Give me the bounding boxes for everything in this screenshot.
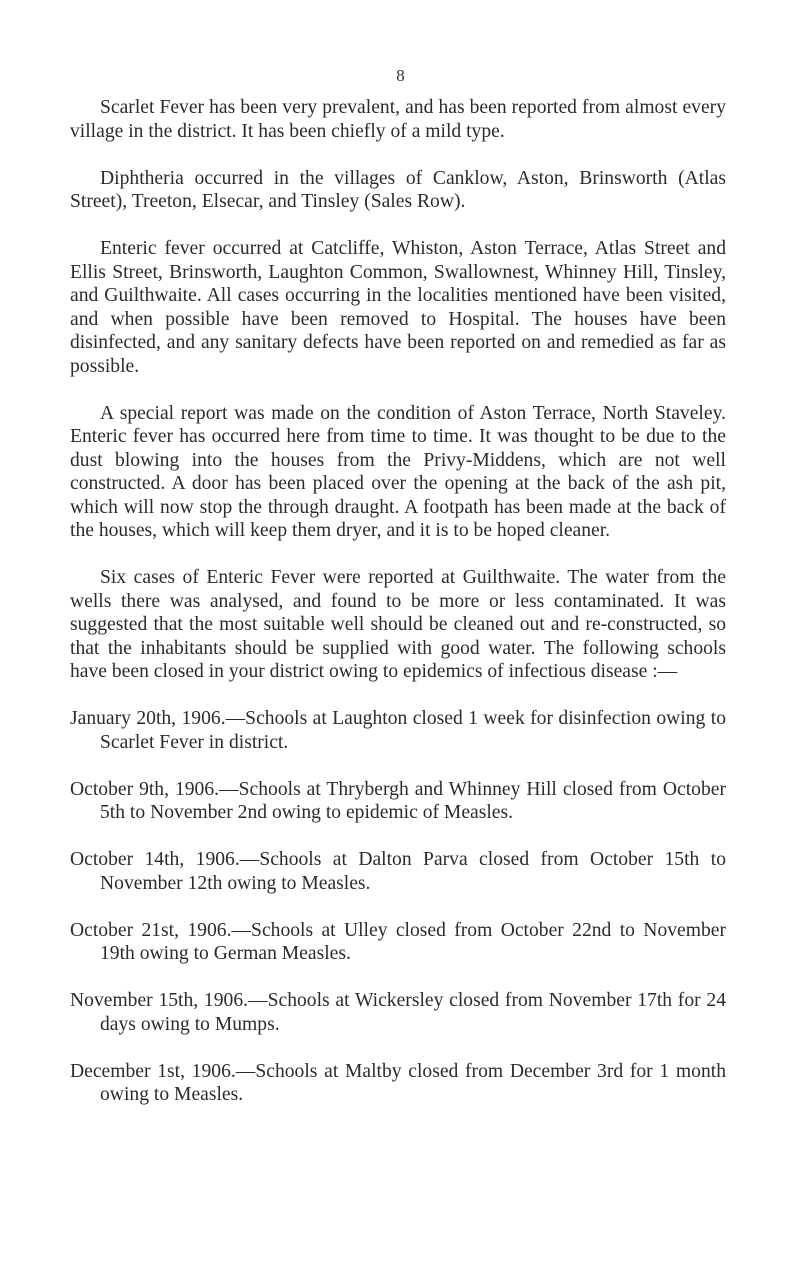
closure-entry-ulley: October 21st, 1906.—Schools at Ulley closed from October 22nd to November 19th owing to German Measles.	[70, 919, 726, 964]
closure-entry-thrybergh: October 9th, 1906.—Schools at Thrybergh and Whinney Hill closed from October 5th to November 2nd owing to epidemic of Measles.	[70, 778, 726, 823]
report-body	[70, 96, 726, 1130]
paragraph-scarlet-fever: Scarlet Fever has been very prevalent, and has been reported from almost every village in the district. It has been chiefly of a mild type.	[70, 97, 726, 142]
closure-entry-wickersley: November 15th, 1906.—Schools at Wickersley closed from November 17th for 24 days owing to Mumps.	[70, 990, 726, 1035]
paragraph-diphtheria: Diphtheria occurred in the villages of Canklow, Aston, Brinsworth (Atlas Street), Treeton, Elsecar, and Tinsley (Sales Row).	[70, 167, 726, 212]
closure-entry-laughton: January 20th, 1906.—Schools at Laughton closed 1 week for disinfection owing to Scarlet Fever in district.	[70, 708, 726, 753]
paragraph-enteric-fever: Enteric fever occurred at Catcliffe, Whiston, Aston Terrace, Atlas Street and Ellis Street, Brinsworth, Laughton Common, Swallownest, Whinney Hill, Tinsley, and Guilthwaite. All cases occurring in the localities mentioned have been visited, and when possible have been removed to Hospital. The houses have been disinfected, and any sanitary defects have been reported on and remedied as far as possible.	[70, 238, 726, 377]
closure-entry-dalton-parva: October 14th, 1906.—Schools at Dalton Parva closed from October 15th to November 12th owing to Measles.	[70, 849, 726, 894]
paragraph-aston-terrace-report: A special report was made on the condition of Aston Terrace, North Staveley. Enteric fever has occurred here from time to time. It was thought to be due to the dust blowing into the houses from the Privy-Middens, which are not well constructed. A door has been placed over the opening at the back of the ash pit, which will now stop the through draught. A footpath has been made at the back of the houses, which will keep them dryer, and it is to be hoped cleaner.	[70, 402, 726, 541]
page-number: 8	[396, 66, 405, 85]
closure-entry-maltby: December 1st, 1906.—Schools at Maltby closed from December 3rd for 1 month owing to Measles.	[70, 1060, 726, 1105]
paragraph-guilthwaite-cases: Six cases of Enteric Fever were reported at Guilthwaite. The water from the wells there was analysed, and found to be more or less contaminated. It was suggested that the most suitable well should be cleaned out and re-constructed, so that the inhabitants should be supplied with good water. The following schools have been closed in your district owing to epidemics of infectious disease :—	[70, 567, 726, 682]
